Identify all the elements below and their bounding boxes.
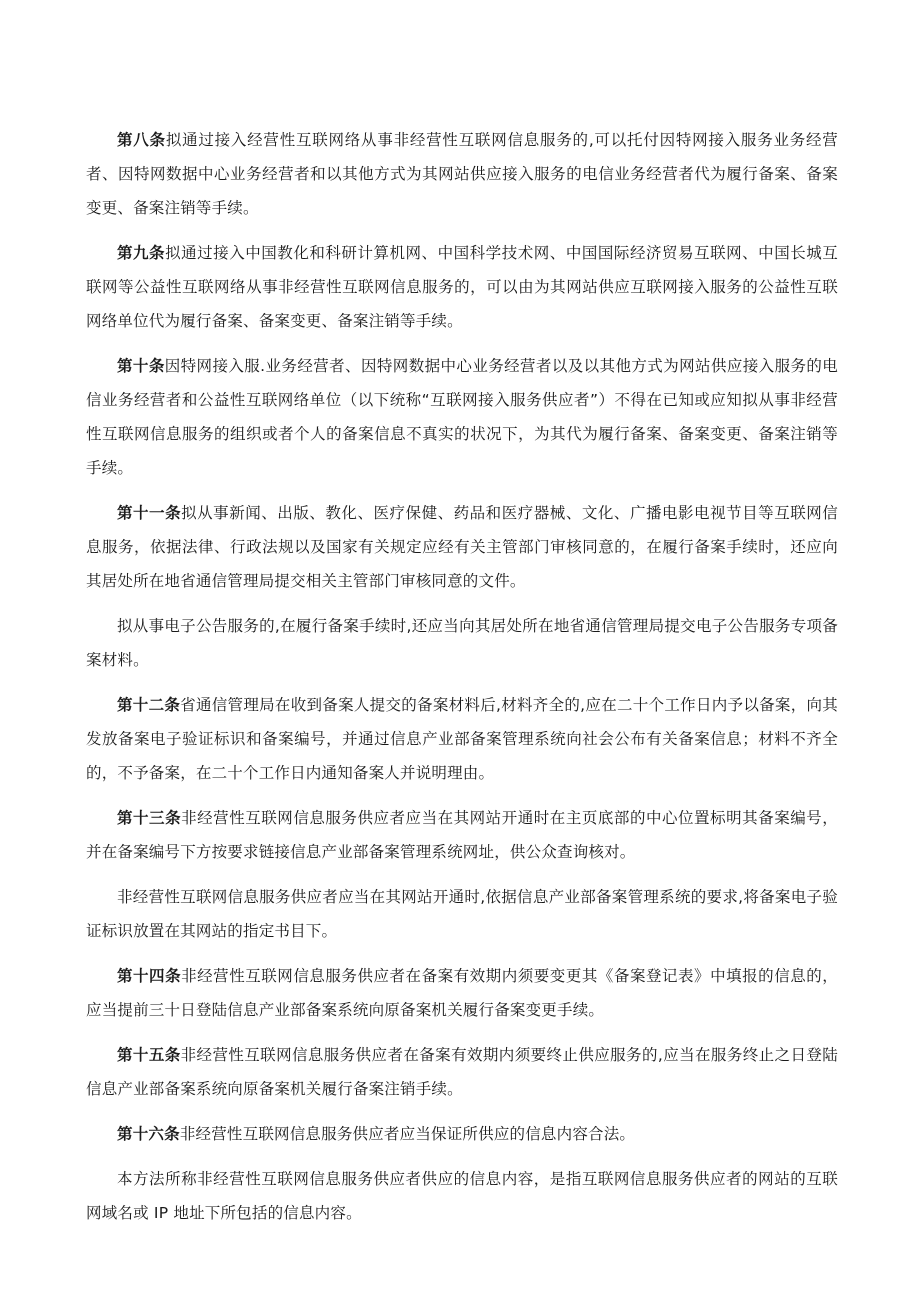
article-heading: 第十三条 xyxy=(117,809,182,827)
article-text: 非经营性互联网信息服务供应者在备案有效期内须要终止供应服务的,应当在服务终止之日登陆信息产业部备案系统向原备案机关履行备案注销手续。 xyxy=(86,1046,838,1098)
article-text: 拟从事新闻、出版、教化、医疗保健、药品和医疗器械、文化、广播电影电视节目等互联网信息服务，依据法律、行政法规以及国家有关规定应经有关主管部门审核同意的，在履行备案手续时，还应向其居处所在地省通信管理局提交相关主管部门审核同意的文件。 xyxy=(86,504,838,590)
article-heading: 第十条 xyxy=(117,357,165,375)
article-text: 拟从事电子公告服务的,在履行备案手续时,还应当向其居处所在地省通信管理局提交电子公告服务专项备案材料。 xyxy=(86,617,838,669)
article-heading: 第八条 xyxy=(117,131,166,149)
article-11-paragraph xyxy=(86,496,838,598)
article-15-paragraph xyxy=(86,1038,838,1106)
article-text: 本方法所称非经营性互联网信息服务供应者供应的信息内容，是指互联网信息服务供应者的网站的互联网域名或 IP 地址下所包括的信息内容。 xyxy=(86,1170,838,1222)
article-heading: 第十四条 xyxy=(117,967,182,985)
article-13-paragraph xyxy=(86,801,838,869)
article-11-continuation xyxy=(86,609,838,677)
article-text: 非经营性互联网信息服务供应者应当在其网站开通时,依据信息产业部备案管理系统的要求,将备案电子验证标识放置在其网站的指定书目下。 xyxy=(86,888,838,940)
article-text: 省通信管理局在收到备案人提交的备案材料后,材料齐全的,应在二十个工作日内予以备案，向其发放备案电子验证标识和备案编号，并通过信息产业部备案管理系统向社会公布有关备案信息；材料不齐全的，不予备案，在二十个工作日内通知备案人并说明理由。 xyxy=(86,696,838,782)
article-9-paragraph xyxy=(86,236,838,338)
article-heading: 第十五条 xyxy=(117,1046,181,1064)
article-14-paragraph xyxy=(86,959,838,1027)
article-13-continuation xyxy=(86,880,838,948)
article-12-paragraph xyxy=(86,688,838,790)
article-text: 非经营性互联网信息服务供应者在备案有效期内须要变更其《备案登记表》中填报的信息的，应当提前三十日登陆信息产业部备案系统向原备案机关履行备案变更手续。 xyxy=(86,967,838,1019)
article-text: 非经营性互联网信息服务供应者应当保证所供应的信息内容合法。 xyxy=(179,1125,636,1143)
article-text: 拟通过接入中国教化和科研计算机网、中国科学技术网、中国国际经济贸易互联网、中国长城互联网等公益性互联网络从事非经营性互联网信息服务的，可以由为其网站供应互联网接入服务的公益性互联网络单位代为履行备案、备案变更、备案注销等手续。 xyxy=(86,244,838,330)
article-heading: 第十二条 xyxy=(117,696,181,714)
article-16-paragraph xyxy=(86,1117,838,1151)
article-text: 因特网接入服.业务经营者、因特网数据中心业务经营者以及以其他方式为网站供应接入服务的电信业务经营者和公益性互联网络单位（以下统称“互联网接入服务供应者”）不得在已知或应知拟从事非经营性互联网信息服务的组织或者个人的备案信息不真实的状况下，为其代为履行备案、备案变更、备案注销等手续。 xyxy=(86,357,838,477)
article-16-continuation xyxy=(86,1162,838,1230)
article-heading: 第九条 xyxy=(117,244,166,262)
document-body xyxy=(86,123,838,1241)
article-8-paragraph xyxy=(86,123,838,225)
article-heading: 第十六条 xyxy=(117,1125,180,1143)
article-heading: 第十一条 xyxy=(117,504,182,522)
article-text: 非经营性互联网信息服务供应者应当在其网站开通时在主页底部的中心位置标明其备案编号，并在备案编号下方按要求链接信息产业部备案管理系统网址，供公众查询核对。 xyxy=(86,809,838,861)
article-text: 拟通过接入经营性互联网络从事非经营性互联网信息服务的,可以托付因特网接入服务业务经营者、因特网数据中心业务经营者和以其他方式为其网站供应接入服务的电信业务经营者代为履行备案、备案变更、备案注销等手续。 xyxy=(86,131,838,217)
article-10-paragraph xyxy=(86,349,838,485)
